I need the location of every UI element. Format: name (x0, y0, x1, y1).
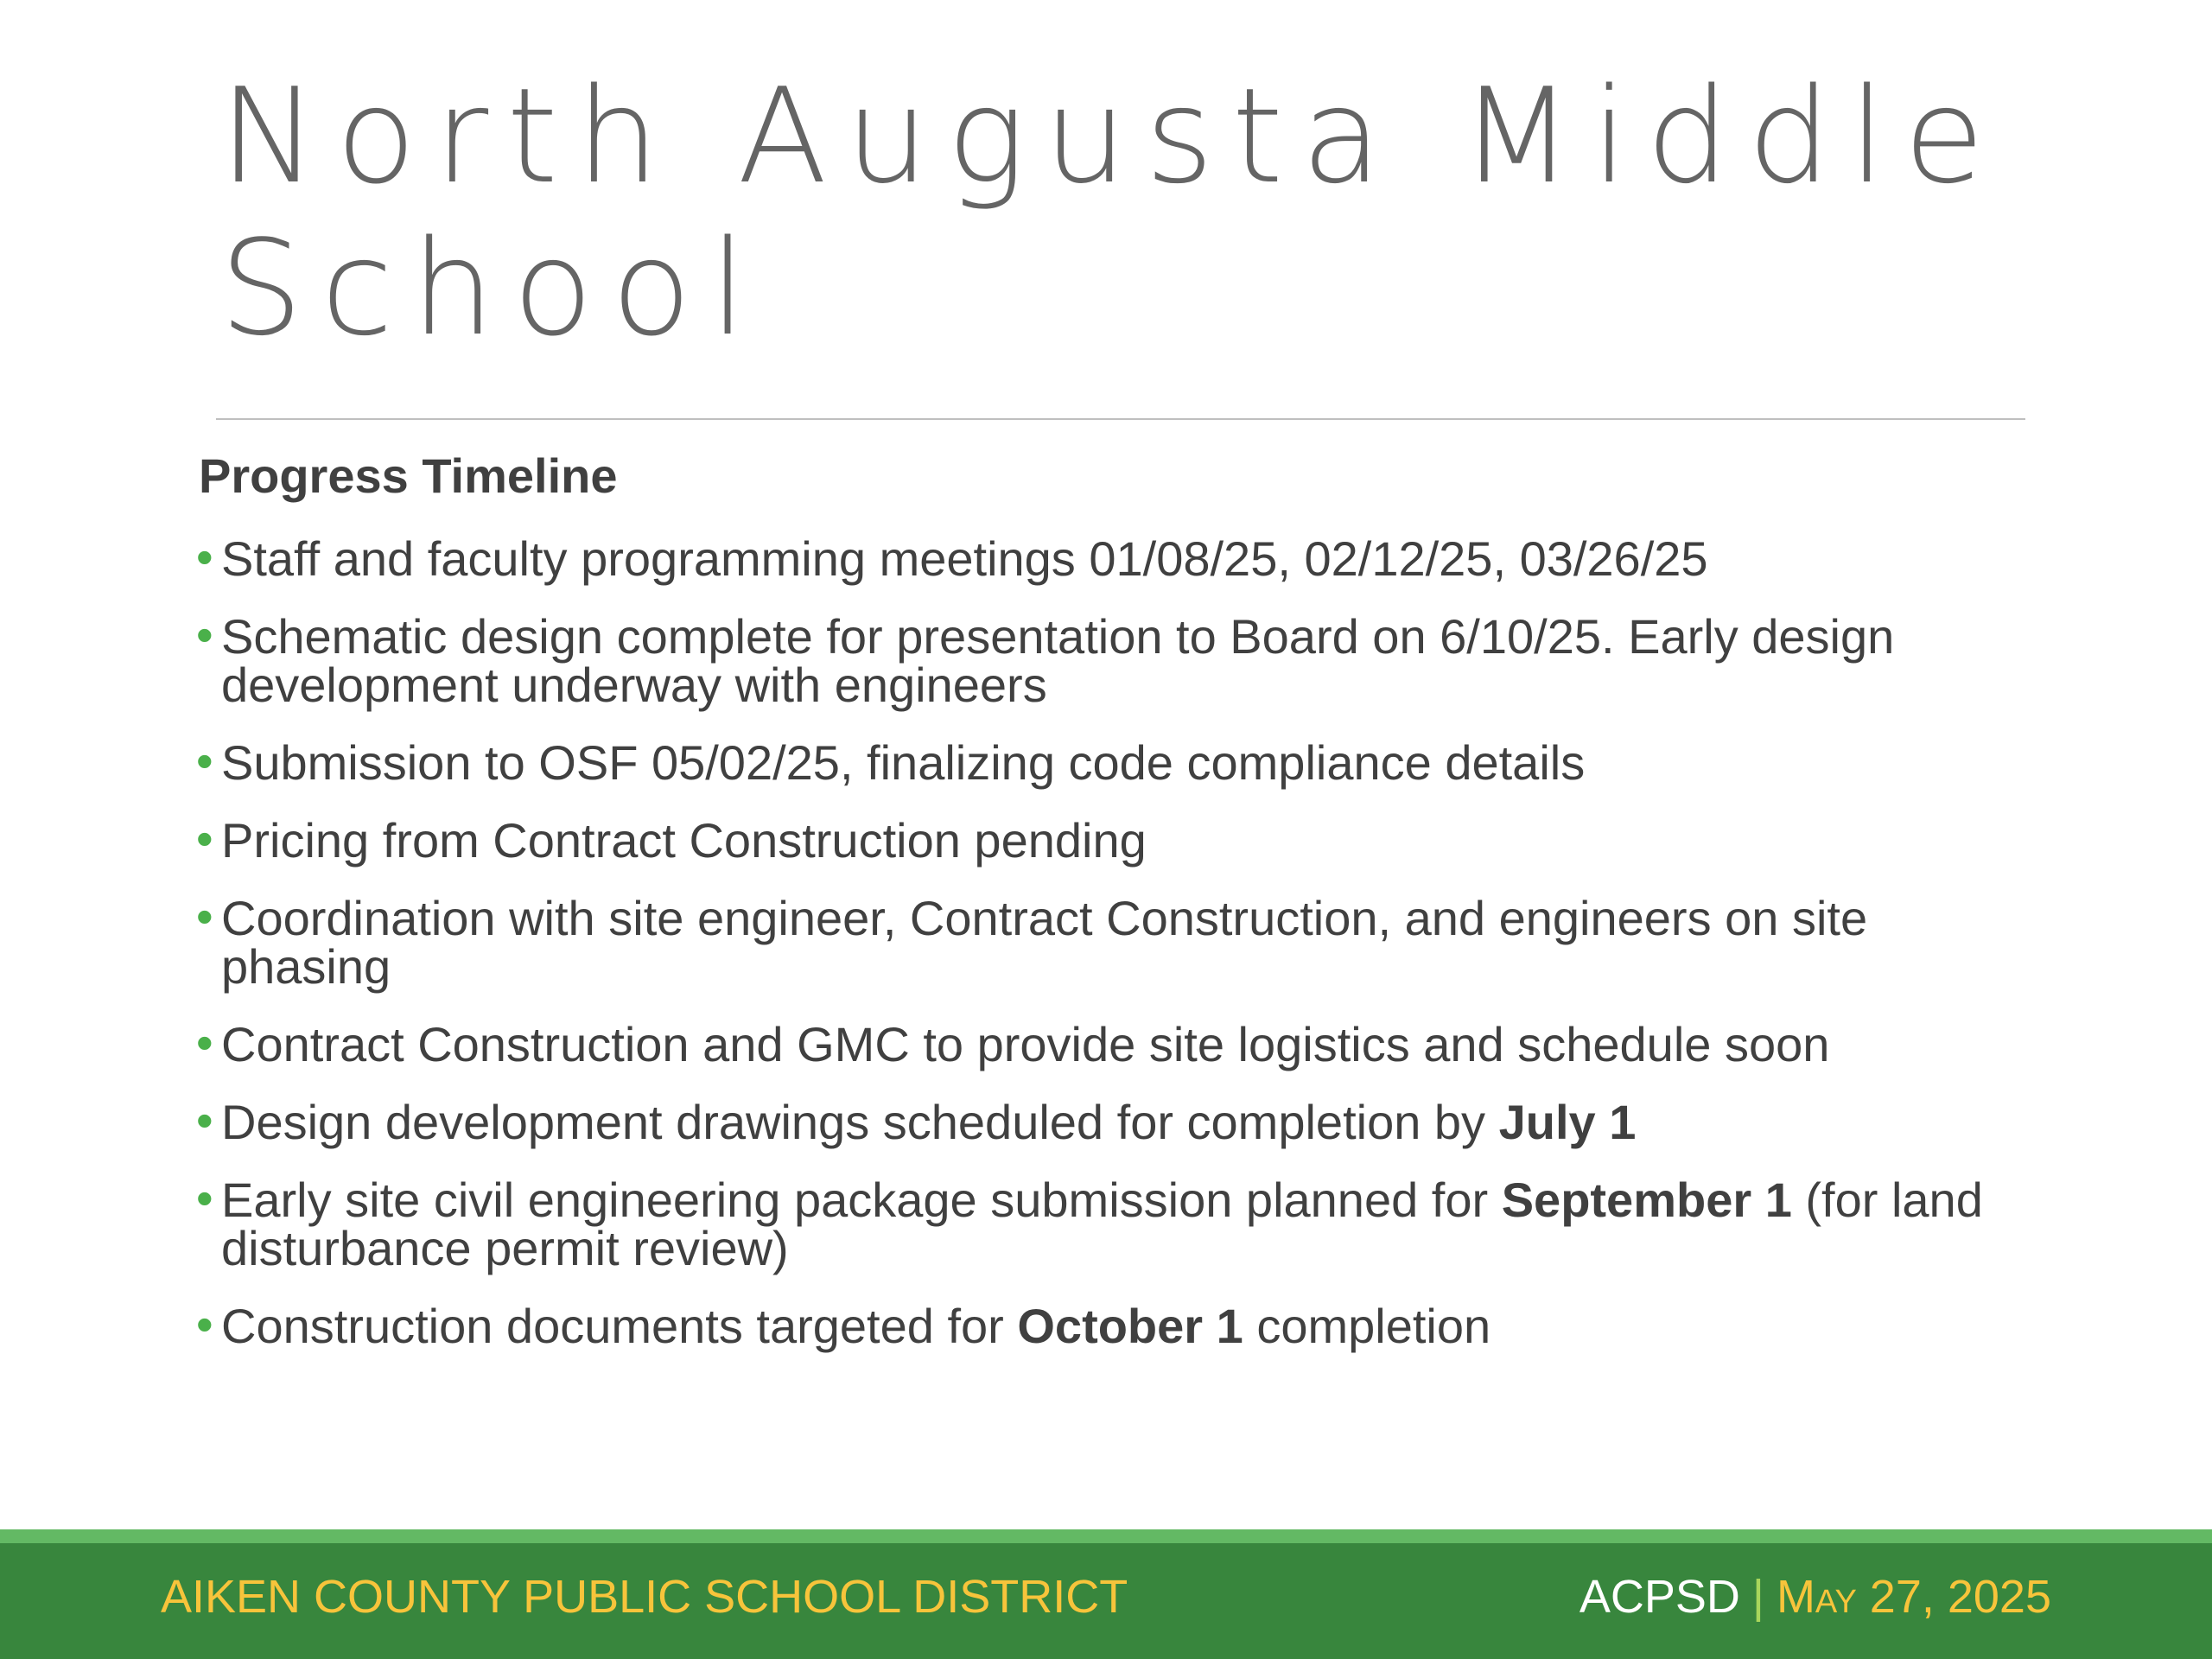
slide-title: North Augusta Middle School (219, 60, 2003, 365)
title-divider (216, 418, 2025, 420)
bullet-marker: • (196, 1015, 213, 1070)
footer-accent-strip (0, 1529, 2212, 1543)
bullet-date-highlight: July 1 (1498, 1095, 1637, 1149)
bullet-marker: • (196, 1171, 213, 1225)
bullet-date-highlight: October 1 (1017, 1299, 1243, 1353)
footer-district-name: AIKEN COUNTY PUBLIC SCHOOL DISTRICT (161, 1571, 1128, 1623)
bullet-item (196, 811, 2039, 868)
bullet-text (221, 1173, 1983, 1275)
footer-bar (0, 1529, 2212, 1659)
bullet-text: Staff and faculty programming meetings 01/08/25, 02/12/25, 03/26/25 (221, 531, 1708, 586)
bullet-item (196, 607, 2039, 712)
bullet-item (196, 734, 2039, 790)
bullet-text-tail: (for land disturbance permit review) (221, 1173, 1983, 1275)
bullet-item (196, 889, 2039, 994)
footer-separator: | (1751, 1571, 1764, 1623)
bullet-item (196, 1015, 2039, 1071)
bullet-text: Contract Construction and GMC to provide site logistics and schedule soon (221, 1017, 1830, 1071)
bullet-marker: • (196, 889, 213, 944)
bullet-marker: • (196, 734, 213, 788)
bullet-text (221, 1299, 1491, 1353)
bullet-text-lead: Construction documents targeted for (221, 1299, 1018, 1353)
footer-date: May 27, 2025 (1776, 1571, 2051, 1623)
bullet-marker: • (196, 811, 213, 866)
bullet-text-lead: Design development drawings scheduled for completion by (221, 1095, 1499, 1149)
bullet-date-highlight: September 1 (1501, 1173, 1792, 1227)
bullet-marker: • (196, 607, 213, 662)
bullet-text-lead: Early site civil engineering package submission planned for (221, 1173, 1502, 1227)
footer-org: ACPSD (1579, 1571, 1740, 1623)
bullet-item (196, 530, 2039, 586)
bullet-text: Coordination with site engineer, Contract Construction, and engineers on site phasing (221, 891, 1868, 994)
bullet-item (196, 1171, 2039, 1275)
section-heading: Progress Timeline (199, 448, 618, 503)
bullet-marker: • (196, 1297, 213, 1351)
slide-content (196, 445, 2039, 1353)
bullet-text-tail: completion (1243, 1299, 1491, 1353)
bullet-text: Schematic design complete for presentation to Board on 6/10/25. Early design development underway with engineers (221, 609, 1895, 712)
bullet-text (221, 1095, 1636, 1149)
bullet-list (196, 530, 2039, 1353)
bullet-text: Pricing from Contract Construction pending (221, 813, 1147, 868)
bullet-item (196, 1093, 2039, 1149)
bullet-text: Submission to OSF 05/02/25, finalizing code compliance details (221, 735, 1586, 790)
bullet-marker: • (196, 1093, 213, 1147)
footer-meta (1580, 1562, 2051, 1631)
bullet-item (196, 1297, 2039, 1353)
bullet-marker: • (196, 530, 213, 584)
